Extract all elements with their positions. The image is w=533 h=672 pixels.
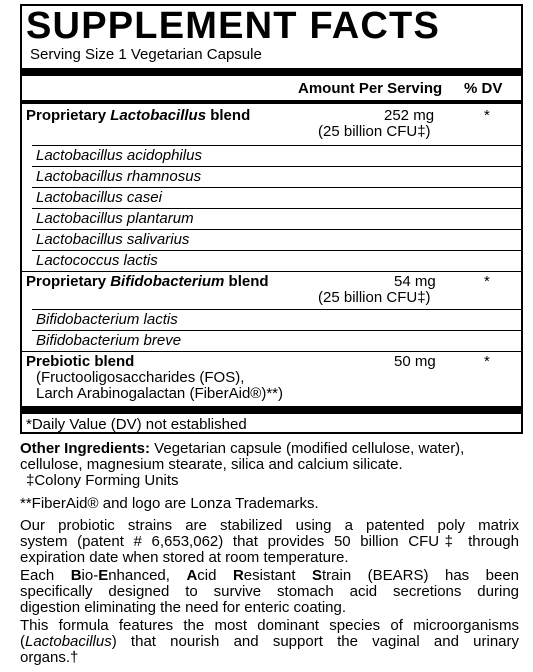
row-divider [22, 351, 521, 352]
prebiotic-amount: 50 mg [394, 353, 436, 370]
row-divider [32, 166, 521, 167]
prebiotic-sub-1: (Fructooligosaccharides (FOS), [36, 369, 245, 386]
header-dv: % DV [464, 80, 503, 97]
other-ingredients-line-2: cellulose, magnesium stearate, silica and calcium silicate. [20, 456, 403, 473]
paragraph-line: Our probiotic strains are stabilized using a patented poly matrix [20, 517, 519, 534]
bears-paragraph [20, 568, 519, 616]
strain-row: Lactobacillus acidophilus [36, 147, 202, 164]
cfu-note: ‡Colony Forming Units [26, 472, 179, 489]
header-amount: Amount Per Serving [298, 80, 443, 97]
row-divider [22, 271, 521, 272]
paragraph-line: organs.† [20, 649, 79, 666]
bifido-blend-dv: * [484, 273, 490, 290]
trademark-note: **FiberAid® and logo are Lonza Trademarks. [20, 495, 319, 512]
thick-divider [22, 68, 521, 76]
other-ingredients-line-1: Other Ingredients: Vegetarian capsule (modified cellulose, water), [20, 440, 465, 457]
lacto-blend-amount: 252 mg [384, 107, 435, 124]
paragraph-line: This formula features the most dominant species of microorganisms [20, 617, 519, 634]
row-divider [32, 309, 521, 310]
strain-row: Lactococcus lactis [36, 252, 158, 269]
stability-paragraph [20, 518, 519, 566]
prebiotic-sub-2: Larch Arabinogalactan (FiberAid®)**) [36, 385, 284, 402]
formula-paragraph [20, 618, 519, 666]
row-divider [32, 208, 521, 209]
strain-row: Bifidobacterium lactis [36, 311, 178, 328]
bifido-blend-amount: 54 mg [394, 273, 436, 290]
prebiotic-blend-name: Prebiotic blend [26, 353, 135, 370]
thick-divider [22, 406, 521, 414]
supplement-facts-panel [20, 4, 523, 434]
strain-row: Lactobacillus salivarius [36, 231, 190, 248]
lacto-blend-cfu: (25 billion CFU‡) [318, 123, 431, 140]
strain-row: Lactobacillus plantarum [36, 210, 194, 227]
paragraph-line: Each Bio-Enhanced, Acid Resistant Strain (BEARS) has been [20, 567, 520, 584]
row-divider [32, 330, 521, 331]
paragraph-line: specifically designed to survive stomach acid secretions during [20, 583, 519, 600]
serving-size: Serving Size 1 Vegetarian Capsule [30, 46, 262, 63]
bifido-blend-cfu: (25 billion CFU‡) [318, 289, 431, 306]
paragraph-line: (Lactobacillus) that nourish and support the vaginal and urinary [20, 633, 519, 650]
row-divider [32, 145, 521, 146]
prebiotic-dv: * [484, 353, 490, 370]
other-ingredients-label: Other Ingredients: [20, 440, 151, 457]
row-divider [32, 187, 521, 188]
lacto-blend-name: Proprietary Lactobacillus blend [26, 107, 251, 124]
medium-divider [22, 100, 521, 104]
paragraph-line: system (patent # 6,653,062) that provides 50 billion CFU‡ through [20, 533, 519, 550]
paragraph-line: digestion eliminating the need for enteric coating. [20, 599, 347, 616]
bifido-blend-name: Proprietary Bifidobacterium blend [26, 273, 269, 290]
lacto-blend-dv: * [484, 107, 490, 124]
strain-row: Bifidobacterium breve [36, 332, 182, 349]
row-divider [32, 229, 521, 230]
panel-title: SUPPLEMENT FACTS [26, 5, 441, 47]
strain-row: Lactobacillus rhamnosus [36, 168, 202, 185]
paragraph-line: expiration date when stored at room temperature. [20, 549, 349, 566]
row-divider [32, 250, 521, 251]
strain-row: Lactobacillus casei [36, 189, 162, 206]
daily-value-note: *Daily Value (DV) not established [26, 416, 247, 433]
